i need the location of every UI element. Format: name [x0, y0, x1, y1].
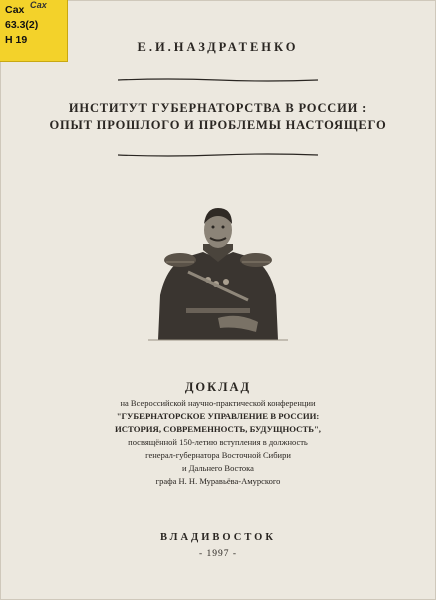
publication-year: - 1997 -: [198, 549, 238, 559]
report-line-5: генерал-губернатора Восточной Сибири: [145, 450, 291, 460]
author-name: Е.И.НАЗДРАТЕНКО: [137, 40, 299, 54]
call-number-line-1: Сах: [5, 4, 25, 16]
report-line-1: на Всероссийской научно-практической конференции: [120, 398, 316, 408]
report-line-3: ИСТОРИЯ, СОВРЕМЕННОСТЬ, БУДУЩНОСТЬ",: [115, 424, 321, 434]
report-heading: ДОКЛАД: [184, 380, 252, 394]
call-number-line-3: Н 19: [5, 34, 28, 46]
publication-city: ВЛАДИВОСТОК: [160, 532, 276, 543]
report-line-7: графа Н. Н. Муравьёва-Амурского: [155, 476, 281, 486]
top-ornament-rule: [118, 77, 318, 83]
bottom-ornament-rule: [118, 152, 318, 158]
call-number-line-2: 63.3(2): [5, 19, 39, 31]
report-line-2: "ГУБЕРНАТОРСКОЕ УПРАВЛЕНИЕ В РОССИИ:: [116, 411, 320, 421]
portrait-engraving: [148, 200, 288, 342]
title-line-2: ОПЫТ ПРОШЛОГО И ПРОБЛЕМЫ НАСТОЯЩЕГО: [49, 118, 387, 132]
report-description: [0, 397, 436, 488]
handwritten-note: Сах: [30, 0, 47, 10]
report-line-4: посвящённой 150-летию вступления в должность: [128, 437, 308, 447]
book-title: [0, 100, 436, 134]
report-line-6: и Дальнего Востока: [182, 463, 254, 473]
title-line-1: ИНСТИТУТ ГУБЕРНАТОРСТВА В РОССИИ :: [68, 101, 368, 115]
